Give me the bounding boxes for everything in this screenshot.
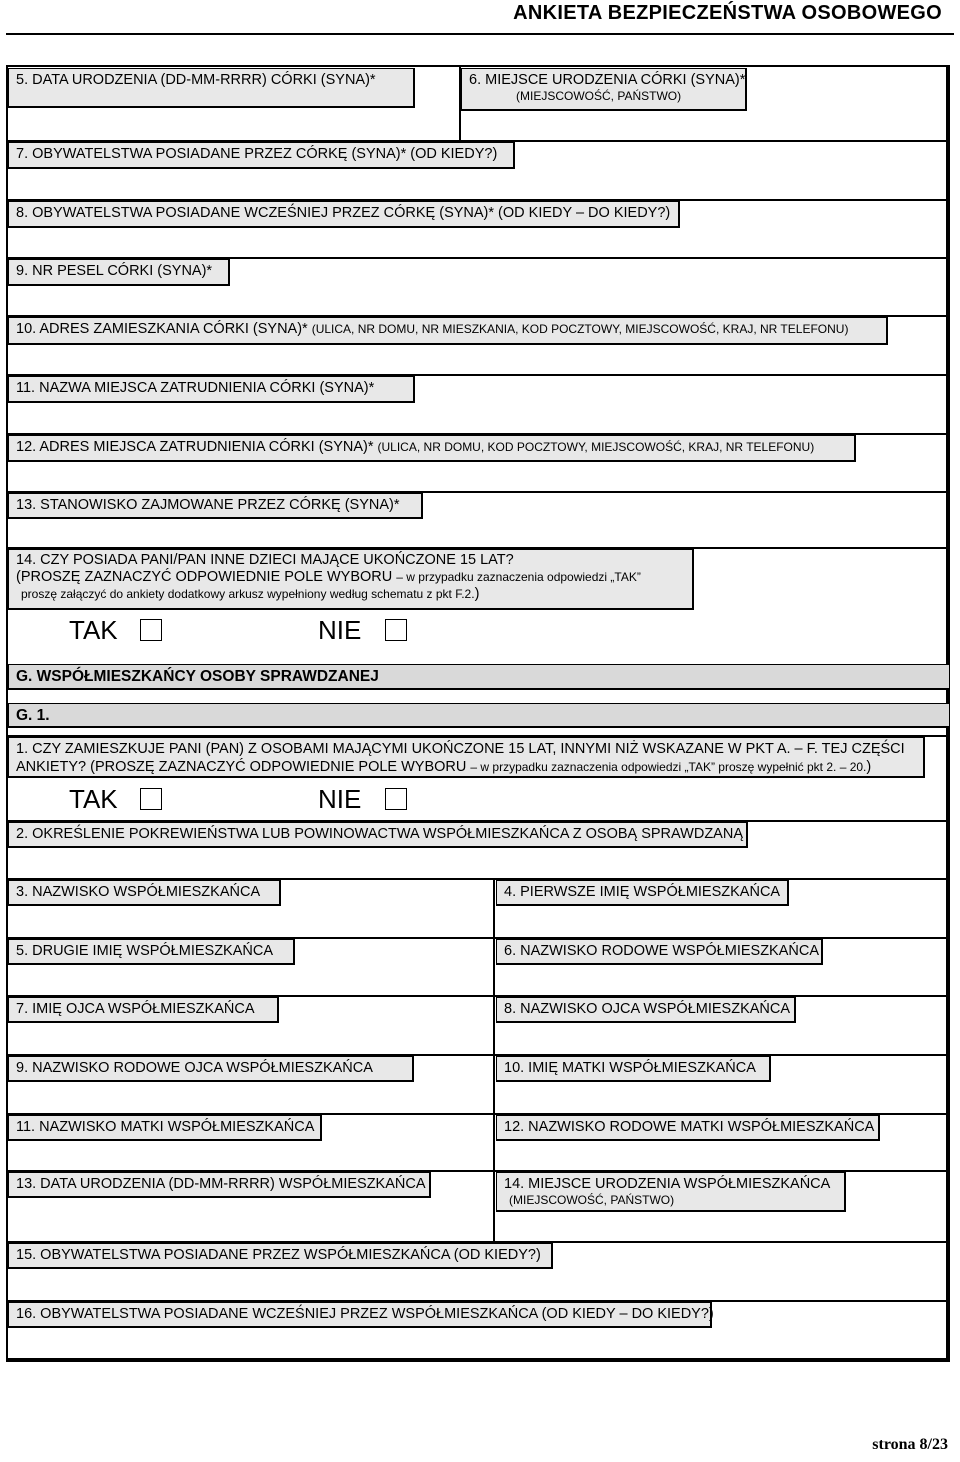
child-address-detail: (ULICA, NR DOMU, NR MIESZKANIA, KOD POCZTOWY, MIEJSCOWOŚĆ, KRAJ, NR TELEFONU) (311, 322, 849, 336)
header-rule (6, 33, 954, 35)
section-g-heading: G. WSPÓŁMIESZKAŃCY OSOBY SPRAWDZANEJ (8, 664, 950, 690)
child-position-label: 13. STANOWISKO ZAJMOWANE PRZEZ CÓRKĘ (SYNA)* (8, 493, 423, 519)
cohabitant-mother-family-name-label: 12. NAZWISKO RODOWE MATKI WSPÓŁMIESZKAŃCA (496, 1115, 880, 1141)
page-number-label: strona (872, 1436, 916, 1453)
cohabitants-line2 (16, 758, 923, 776)
cohabitant-birth-date-label: 13. DATA URODZENIA (DD-MM-RRRR) WSPÓŁMIESZKAŃCA (8, 1172, 431, 1198)
cohabitant-previous-citizenship-label: 16. OBYWATELSTWA POSIADANE WCZEŚNIEJ PRZEZ WSPÓŁMIESZKAŃCA (OD KIEDY – DO KIEDY?) (8, 1302, 712, 1328)
column-divider (493, 1170, 495, 1241)
cohabitant-father-surname-label: 8. NAZWISKO OJCA WSPÓŁMIESZKAŃCA (496, 997, 796, 1023)
other-children-paren: ) (474, 586, 480, 602)
other-children-note: – w przypadku zaznaczenia odpowiedzi „TAK” (396, 570, 641, 584)
other-children-yes-checkbox[interactable] (140, 619, 162, 641)
cohabitant-mother-name-label: 10. IMIĘ MATKI WSPÓŁMIESZKAŃCA (496, 1056, 771, 1082)
other-children-line2 (16, 569, 692, 586)
cohabitant-family-name-label: 6. NAZWISKO RODOWE WSPÓŁMIESZKAŃCA (496, 939, 823, 965)
page-header-title: ANKIETA BEZPIECZEŃSTWA OSOBOWEGO (513, 2, 942, 24)
cohabitants-question (8, 737, 925, 778)
cohabitants-no-label: NIE (318, 784, 362, 814)
cohabitant-birth-place-sub: (MIEJSCOWOŚĆ, PAŃSTWO) (509, 1193, 675, 1207)
other-children-no-label: NIE (318, 615, 362, 645)
child-pesel-label: 9. NR PESEL CÓRKI (SYNA)* (8, 259, 230, 286)
section-g1-heading: G. 1. (8, 703, 950, 728)
cohabitants-paren: ) (866, 759, 872, 775)
cohabitant-father-family-name-label: 9. NAZWISKO RODOWE OJCA WSPÓŁMIESZKAŃCA (8, 1056, 414, 1082)
cohabitants-note: – w przypadku zaznaczenia odpowiedzi „TAK” proszę wypełnić pkt 2. – 20. (470, 760, 867, 774)
child-birth-place-sub: (MIEJSCOWOŚĆ, PAŃSTWO) (516, 89, 682, 103)
page-number (872, 1436, 948, 1454)
child-birth-date-label: 5. DATA URODZENIA (DD-MM-RRRR) CÓRKI (SYNA)* (8, 68, 415, 108)
other-children-no-checkbox[interactable] (385, 619, 407, 641)
other-children-instruction: (PROSZĘ ZAZNACZYĆ ODPOWIEDNIE POLE WYBORU (16, 569, 393, 585)
child-birth-place-title: 6. MIEJSCE URODZENIA CÓRKI (SYNA)* (469, 72, 746, 88)
cohabitant-first-name-label: 4. PIERWSZE IMIĘ WSPÓŁMIESZKAŃCA (496, 880, 789, 906)
page-number-value: 8/23 (919, 1436, 948, 1453)
cohabitants-yes-label: TAK (69, 784, 118, 814)
other-children-attach-note: proszę załączyć do ankiety dodatkowy arkusz wypełniony według schematu z pkt F.2. (21, 587, 475, 601)
cohabitant-second-name-label: 5. DRUGIE IMIĘ WSPÓŁMIESZKAŃCA (8, 939, 295, 965)
cohabitant-father-name-label: 7. IMIĘ OJCA WSPÓŁMIESZKAŃCA (8, 997, 279, 1023)
child-employer-address-label (8, 435, 856, 462)
child-address-title: 10. ADRES ZAMIESZKANIA CÓRKI (SYNA)* (16, 321, 308, 337)
cohabitants-yes-checkbox[interactable] (140, 788, 162, 810)
other-children-question (8, 549, 694, 610)
other-children-line3 (21, 586, 692, 603)
cohabitant-citizenship-label: 15. OBYWATELSTWA POSIADANE PRZEZ WSPÓŁMIESZKAŃCA (OD KIEDY?) (8, 1243, 553, 1269)
child-previous-citizenship-label: 8. OBYWATELSTWA POSIADANE WCZEŚNIEJ PRZEZ CÓRKĘ (SYNA)* (OD KIEDY – DO KIEDY?) (8, 201, 680, 228)
cohabitant-birth-place-title: 14. MIEJSCE URODZENIA WSPÓŁMIESZKAŃCA (504, 1176, 831, 1192)
child-employer-address-detail: (ULICA, NR DOMU, KOD POCZTOWY, MIEJSCOWOŚĆ, KRAJ, NR TELEFONU) (377, 440, 815, 454)
cohabitant-mother-surname-label: 11. NAZWISKO MATKI WSPÓŁMIESZKAŃCA (8, 1115, 322, 1141)
cohabitant-birth-place-label (496, 1172, 846, 1212)
cohabitant-relation-label: 2. OKREŚLENIE POKREWIEŃSTWA LUB POWINOWACTWA WSPÓŁMIESZKAŃCA Z OSOBĄ SPRAWDZANĄ (8, 822, 748, 848)
cohabitant-surname-label: 3. NAZWISKO WSPÓŁMIESZKAŃCA (8, 880, 281, 906)
cohabitants-line1: 1. CZY ZAMIESZKUJE PANI (PAN) Z OSOBAMI MAJĄCYMI UKOŃCZONE 15 LAT, INNYMI NIŻ WSKAZANE W PKT A. – F. TEJ CZĘŚCI (16, 741, 905, 757)
cohabitants-no-checkbox[interactable] (385, 788, 407, 810)
child-employer-address-title: 12. ADRES MIEJSCA ZATRUDNIENIA CÓRKI (SYNA)* (16, 439, 374, 455)
child-birth-place-label (461, 68, 747, 111)
child-employer-name-label: 11. NAZWA MIEJSCA ZATRUDNIENIA CÓRKI (SYNA)* (8, 376, 415, 403)
cohabitants-instruction: ANKIETY? (PROSZĘ ZAZNACZYĆ ODPOWIEDNIE POLE WYBORU (16, 759, 467, 775)
child-citizenship-label: 7. OBYWATELSTWA POSIADANE PRZEZ CÓRKĘ (SYNA)* (OD KIEDY?) (8, 142, 515, 169)
child-address-label (8, 317, 888, 345)
column-divider (493, 878, 495, 1170)
other-children-line1: 14. CZY POSIADA PANI/PAN INNE DZIECI MAJĄCE UKOŃCZONE 15 LAT? (16, 552, 514, 568)
other-children-yes-label: TAK (69, 615, 118, 645)
